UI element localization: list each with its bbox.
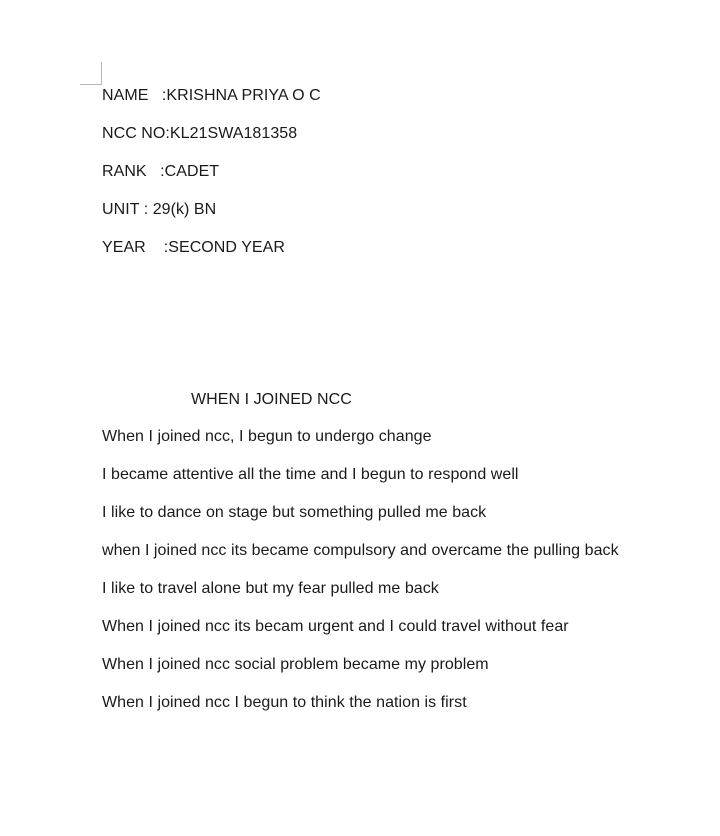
poem-line: When I joined ncc I begun to think the nation is first — [102, 694, 467, 711]
ncc-number-line: NCC NO:KL21SWA181358 — [102, 125, 298, 142]
rank-line: RANK :CADET — [102, 163, 220, 180]
poem-line: when I joined ncc its became compulsory and overcame the pulling back — [102, 542, 619, 559]
poem-line: I like to dance on stage but something pulled me back — [102, 504, 487, 521]
year-line: YEAR :SECOND YEAR — [102, 239, 285, 256]
poem-line: When I joined ncc social problem became my problem — [102, 656, 489, 673]
poem-line: I became attentive all the time and I begun to respond well — [102, 466, 519, 483]
poem-title: WHEN I JOINED NCC — [191, 391, 352, 408]
name-line: NAME :KRISHNA PRIYA O C — [102, 87, 321, 104]
unit-line: UNIT : 29(k) BN — [102, 201, 217, 218]
poem-line: I like to travel alone but my fear pulled me back — [102, 580, 439, 597]
poem-line: When I joined ncc, I begun to undergo change — [102, 428, 432, 445]
margin-corner-mark — [80, 62, 102, 85]
poem-line: When I joined ncc its becam urgent and I could travel without fear — [102, 618, 569, 635]
